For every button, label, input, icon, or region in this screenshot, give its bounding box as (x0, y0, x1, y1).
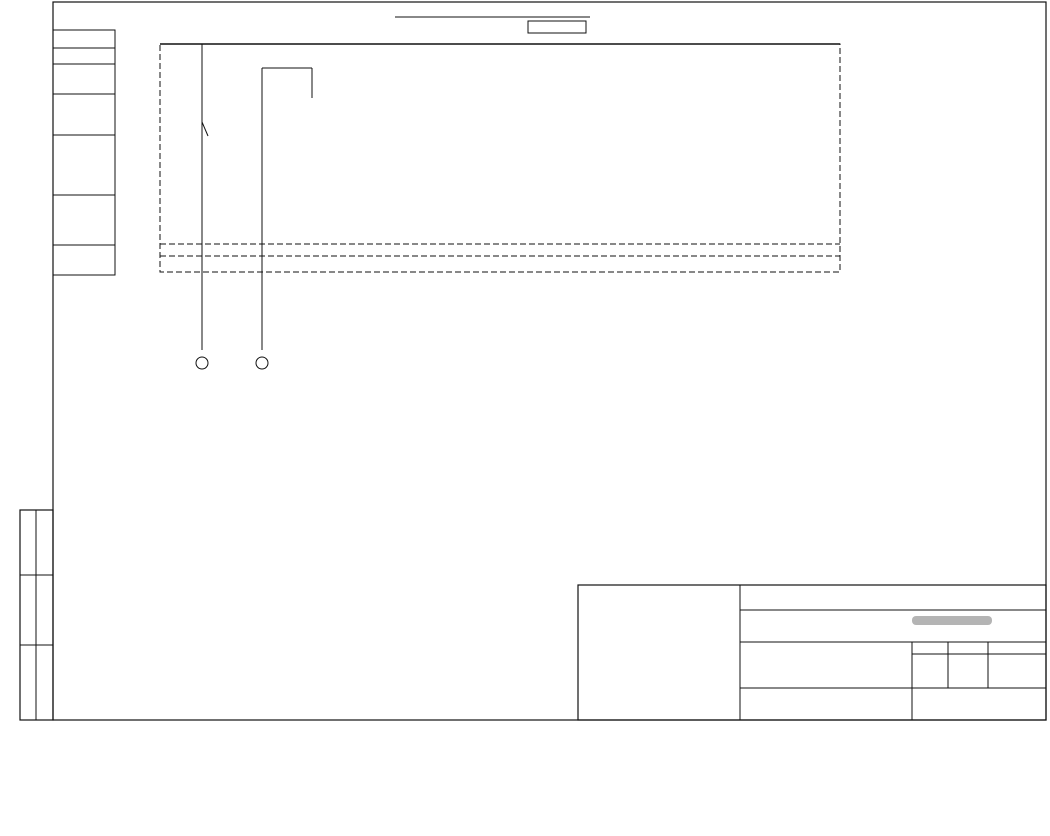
legend-heading (227, 656, 327, 826)
left-mid-table (53, 135, 115, 275)
feeder-lines (196, 44, 312, 369)
panel-tag-box (528, 21, 586, 33)
summary-c5 (107, 508, 112, 618)
title-block (578, 585, 1046, 720)
cable-tag-c5 (196, 357, 208, 369)
cable-tag-c10 (256, 357, 268, 369)
summary-c10 (202, 508, 207, 618)
left-header-table (53, 30, 115, 135)
redacted-address (912, 616, 992, 625)
legend-block (227, 636, 350, 836)
